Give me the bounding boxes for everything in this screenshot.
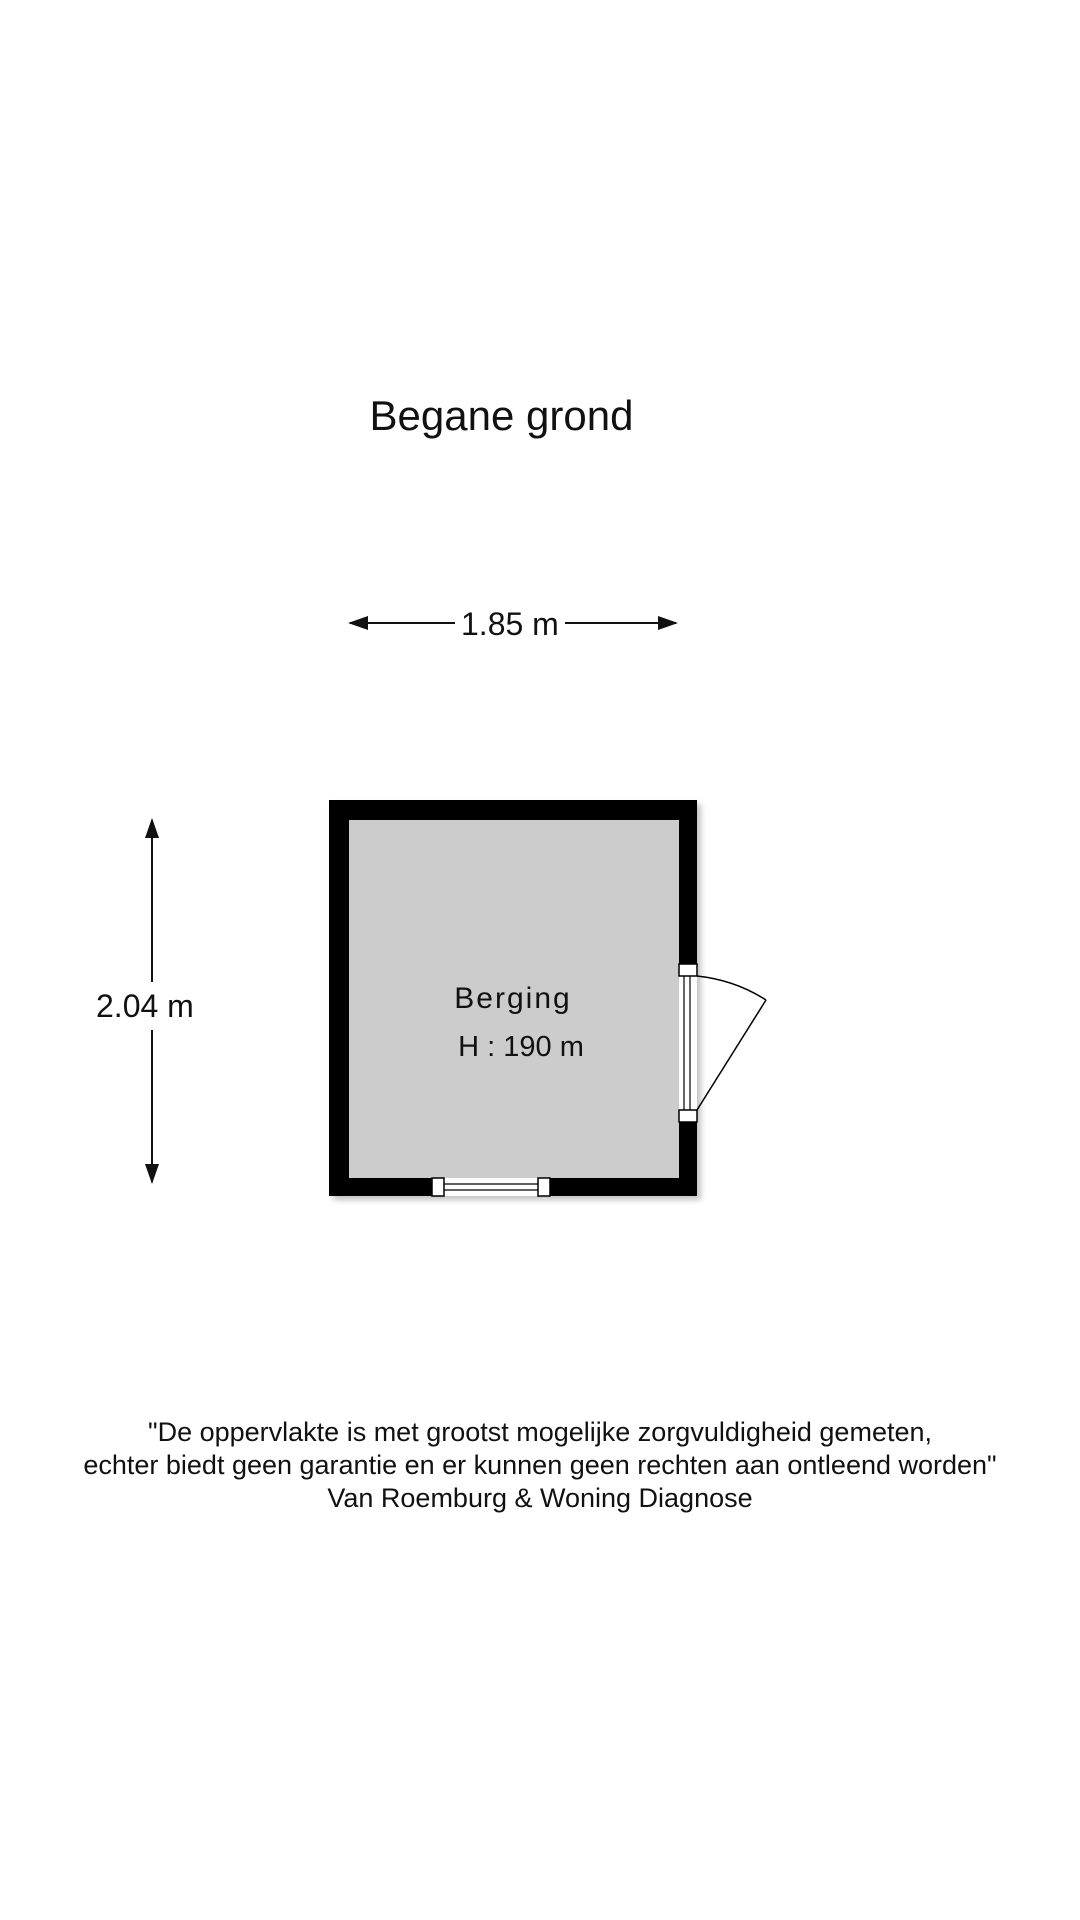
window-bottom: [432, 1178, 550, 1196]
room-height: H : 190 m: [458, 1031, 584, 1063]
width-dimension-label: 1.85 m: [455, 606, 565, 642]
disclaimer: [0, 1416, 1080, 1515]
room-name: Berging: [454, 982, 572, 1015]
door-right: [679, 964, 766, 1122]
disclaimer-line-2: echter biedt geen garantie en er kunnen geen rechten aan ontleend worden": [83, 1450, 997, 1480]
disclaimer-company: Van Roemburg & Woning Diagnose: [327, 1483, 753, 1513]
height-dimension-label: 2.04 m: [96, 982, 194, 1030]
disclaimer-line-1: "De oppervlakte is met grootst mogelijke zorgvuldigheid gemeten,: [148, 1417, 932, 1447]
floor-title: Begane grond: [369, 392, 634, 439]
